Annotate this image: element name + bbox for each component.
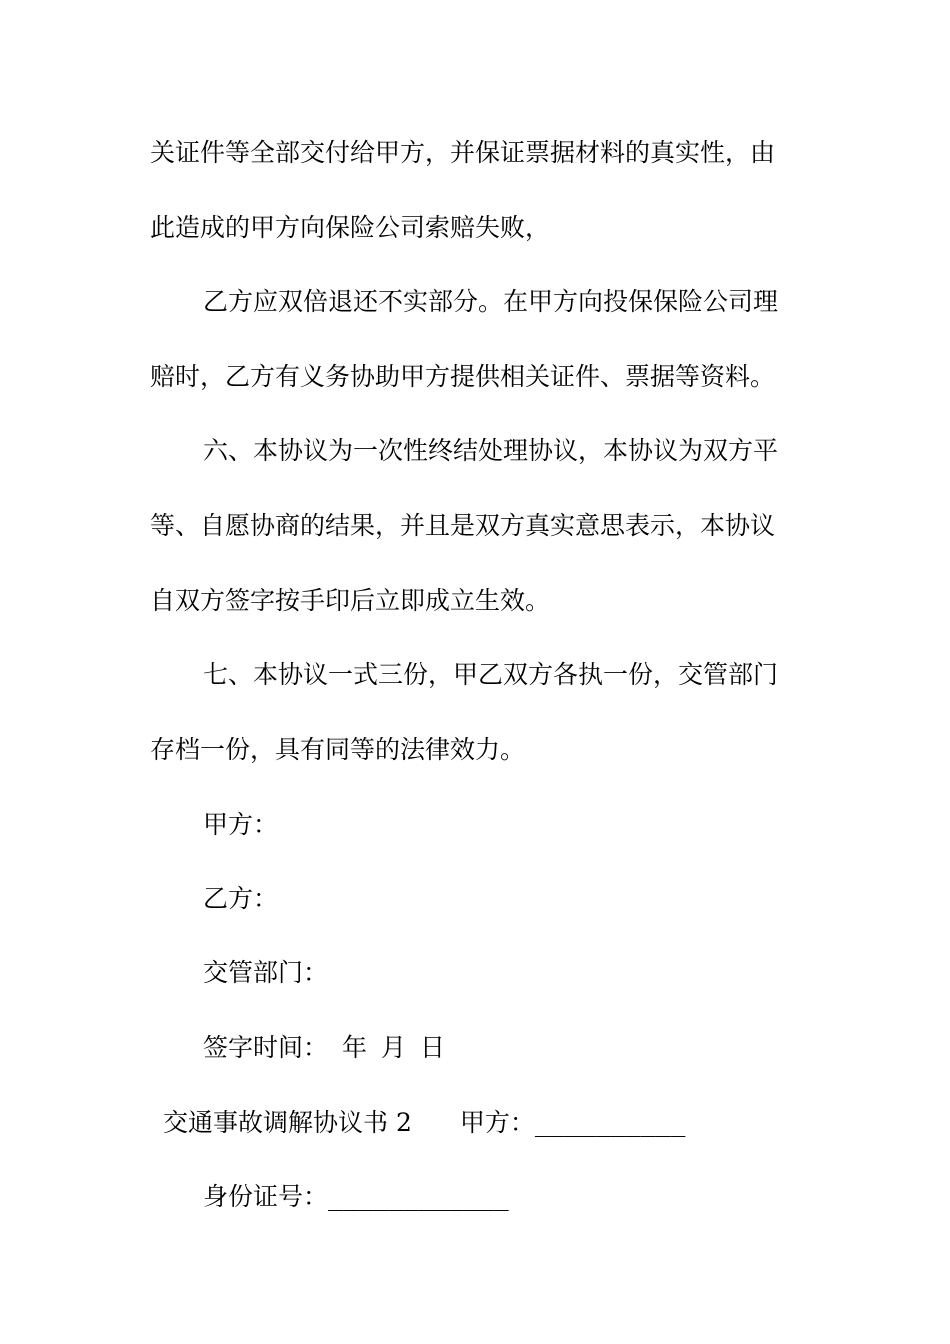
party-a-blank: __________ — [534, 1108, 686, 1137]
day-label: 日 — [420, 1033, 446, 1062]
paragraph-line: 等、自愿协商的结果，并且是双方真实意思表示，本协议 — [150, 511, 776, 540]
party-a-signature: 甲方： — [203, 810, 279, 839]
paragraph-line: 自双方签字按手印后立即成立生效。 — [150, 586, 551, 615]
paragraph-line: 存档一份，具有同等的法律效力。 — [150, 735, 526, 764]
next-document-title: 交通事故调解协议书 2 — [163, 1108, 412, 1137]
paragraph-line: 赔时，乙方有义务协助甲方提供相关证件、票据等资料。 — [150, 362, 776, 391]
paragraph-line: 乙方应双倍退还不实部分。在甲方向投保保险公司理 — [203, 287, 779, 316]
sign-time-label: 签字时间： — [203, 1033, 329, 1062]
year-label: 年 — [342, 1033, 368, 1062]
id-number-label: 身份证号： — [203, 1182, 329, 1211]
next-document-title-row — [163, 1107, 685, 1139]
id-number-blank: ____________ — [328, 1182, 509, 1211]
month-label: 月 — [381, 1033, 407, 1062]
id-number-row — [203, 1181, 509, 1213]
sign-time-row — [203, 1032, 445, 1064]
paragraph-line: 六、本协议为一次性终结处理协议，本协议为双方平 — [203, 436, 779, 465]
party-a-label: 甲方： — [459, 1108, 535, 1137]
traffic-dept-signature: 交管部门： — [203, 958, 329, 987]
paragraph-line: 七、本协议一式三份，甲乙双方各执一份，交管部门 — [203, 660, 779, 689]
paragraph-line: 关证件等全部交付给甲方，并保证票据材料的真实性，由 — [150, 138, 776, 167]
party-b-signature: 乙方： — [203, 884, 279, 913]
paragraph-line: 此造成的甲方向保险公司索赔失败， — [150, 213, 551, 242]
